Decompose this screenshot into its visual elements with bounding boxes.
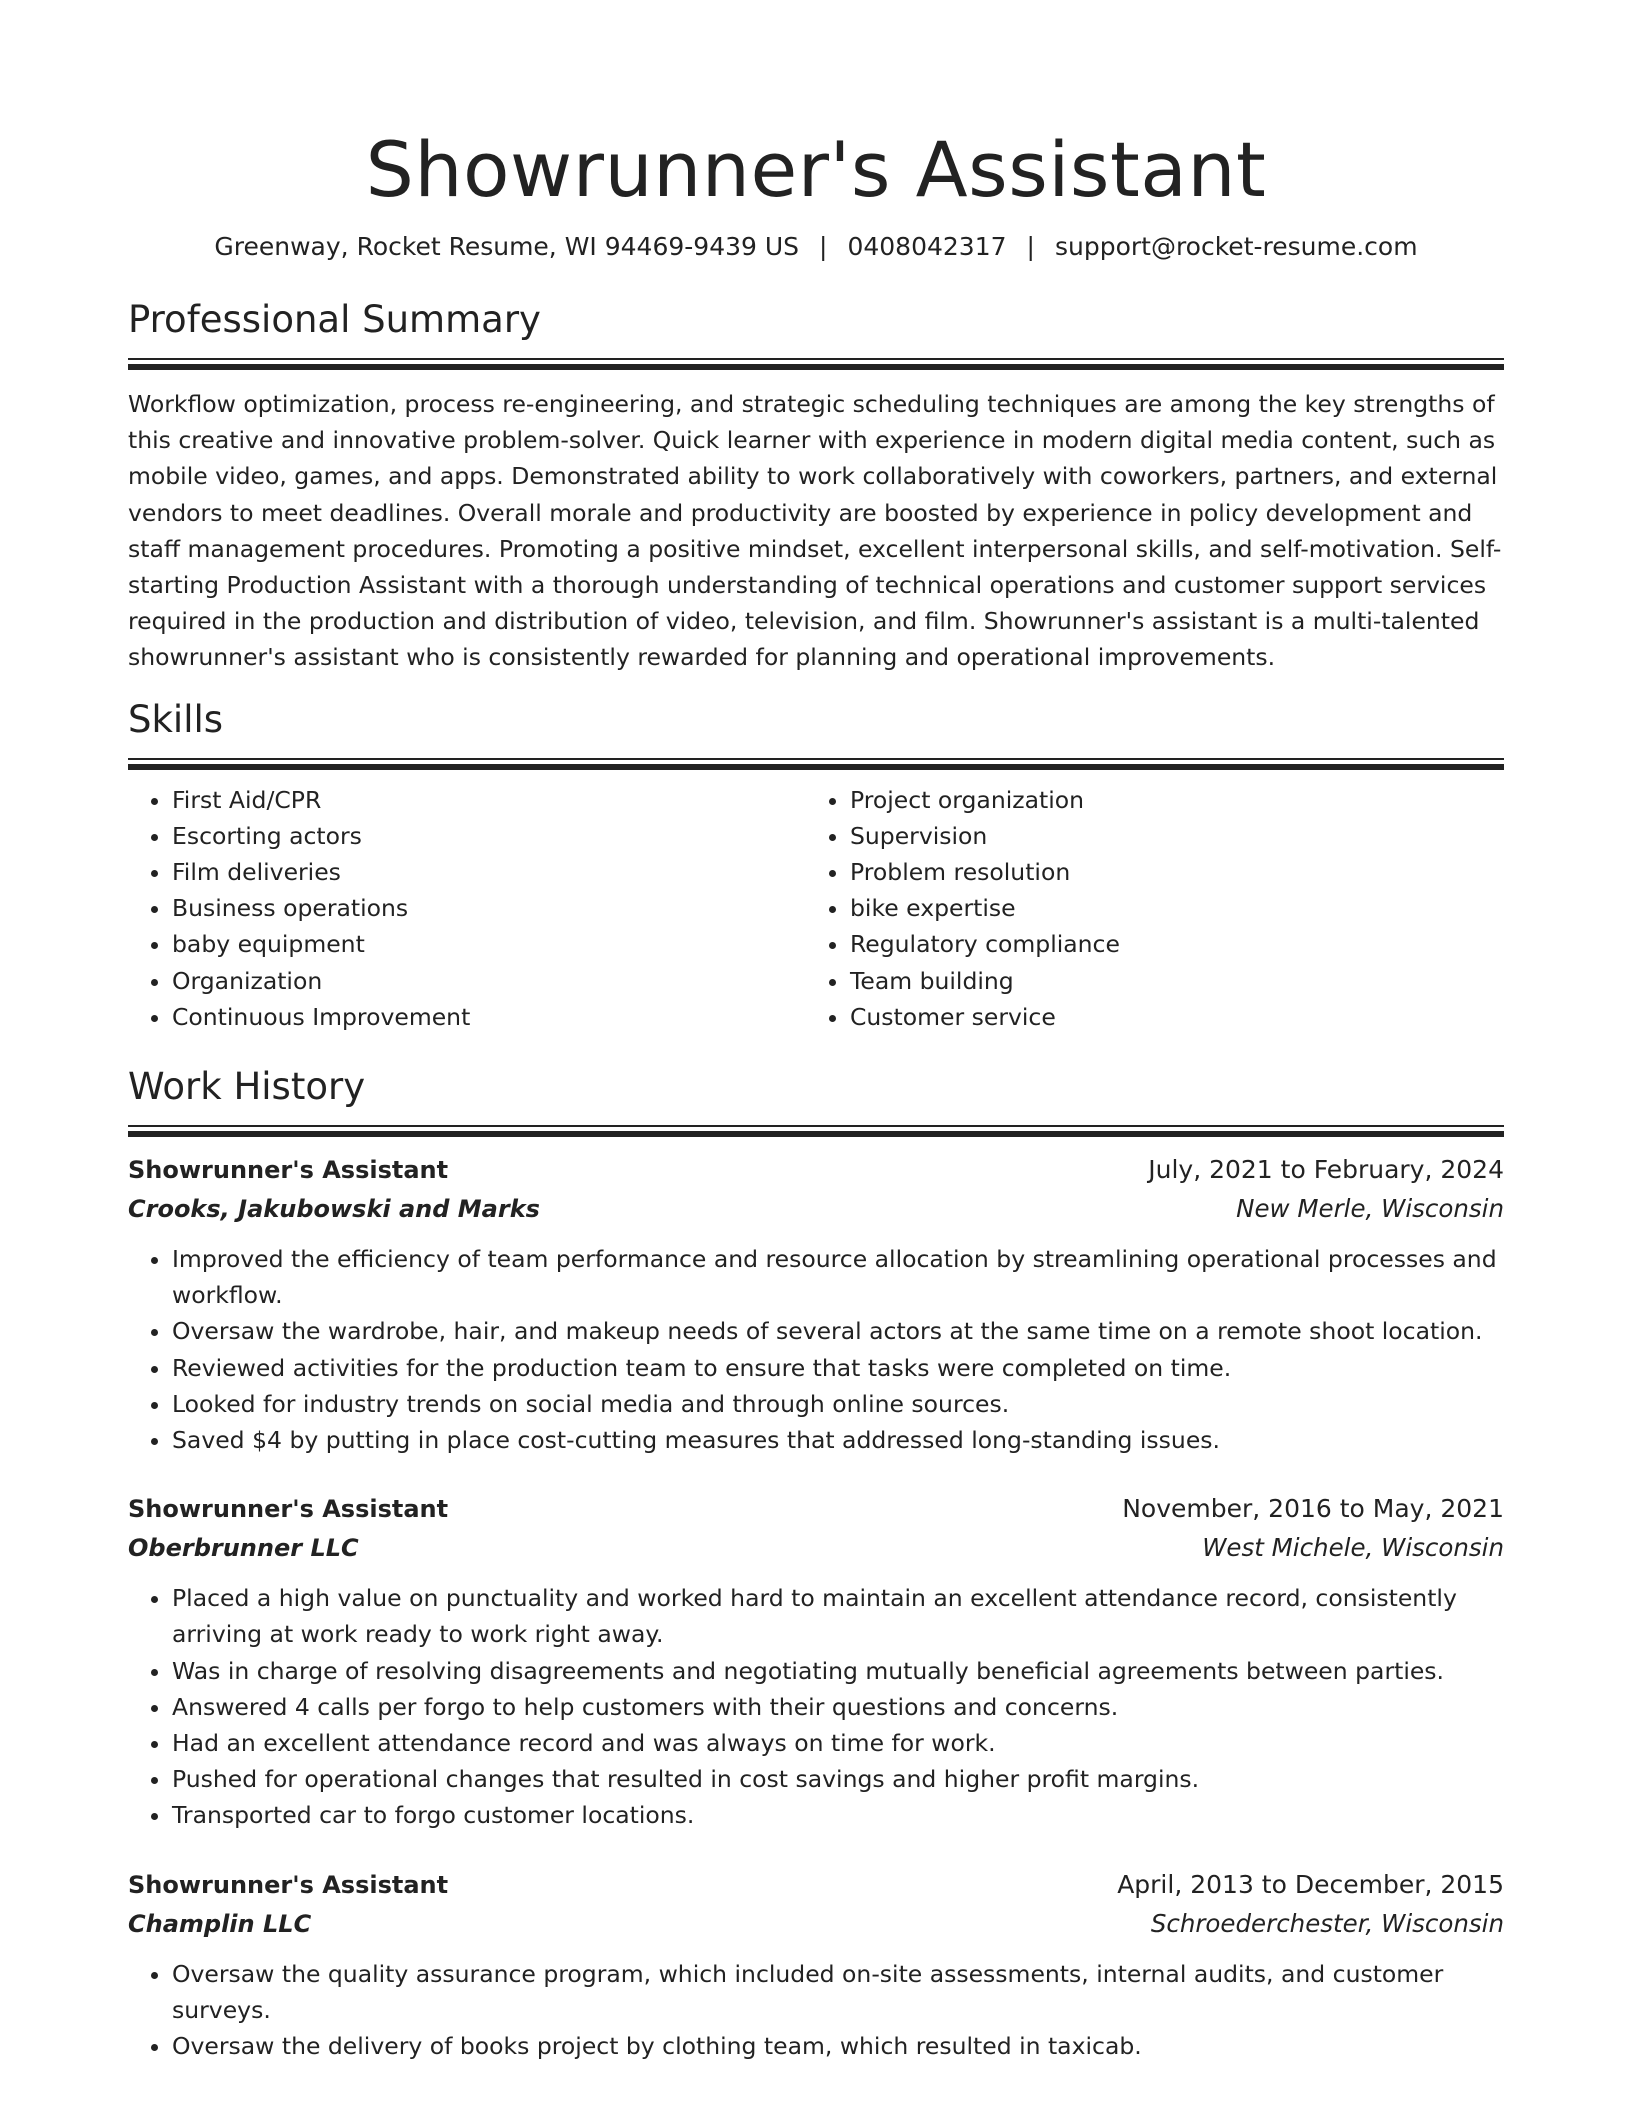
contact-address: Greenway, Rocket Resume, WI 94469-9439 US <box>214 232 800 261</box>
section-heading-summary: Professional Summary <box>128 298 541 341</box>
contact-separator: | <box>819 232 828 261</box>
job-bullet: • Improved the efficiency of team performance and resource allocation by streamlining operational processes and workflow. <box>172 1241 1504 1313</box>
job-company: Oberbrunner LLC <box>128 1534 359 1563</box>
job-title: Showrunner's Assistant <box>128 1870 449 1899</box>
job-company: Crooks, Jakubowski and Marks <box>128 1195 540 1224</box>
job-entry <box>128 1490 1504 1833</box>
job-bullet: • Saved $4 by putting in place cost-cutting measures that addressed long-standing issues. <box>172 1422 1504 1458</box>
job-subheader <box>128 1189 1504 1229</box>
job-dates: November, 2016 to May, 2021 <box>1122 1494 1504 1524</box>
skills-column-right <box>806 782 1484 1035</box>
job-company: Champlin LLC <box>128 1909 312 1938</box>
summary-section <box>128 296 1504 676</box>
summary-text: Workflow optimization, process re-engineering, and strategic scheduling techniques are among the key strengths of this creative and innovative problem-solver. Quick learner with experience in modern digital media content, such as mobile video, games, and apps. Demonstrated ability to work collaboratively with coworkers, partners, and external vendors to meet deadlines. Overall morale and productivity are boosted by experience in policy development and staff management procedures. Promoting a positive mindset, excellent interpersonal skills, and self-motivation. Self-starting Production Assistant with a thorough understanding of technical operations and customer support services required in the production and distribution of video, television, and film. Showrunner's assistant is a multi-talented showrunner's assistant who is consistently rewarded for planning and operational improvements. <box>128 390 1502 672</box>
skills-list-right <box>806 782 1484 1035</box>
job-bullet: • Looked for industry trends on social media and through online sources. <box>172 1386 1504 1422</box>
skills-grid <box>128 782 1504 1035</box>
skill-item: • Supervision <box>850 818 1484 854</box>
skills-section <box>128 696 1504 1035</box>
resume-page <box>128 0 1504 2064</box>
skill-item: • Project organization <box>850 782 1484 818</box>
contact-phone: 0408042317 <box>847 232 1007 261</box>
skill-item: • Problem resolution <box>850 854 1484 890</box>
skill-item: • Film deliveries <box>172 854 806 890</box>
job-bullet: • Pushed for operational changes that resulted in cost savings and higher profit margins. <box>172 1761 1504 1797</box>
skill-item: • Continuous Improvement <box>172 999 806 1035</box>
section-divider <box>128 758 1504 768</box>
job-bullet-list <box>128 1241 1504 1458</box>
section-divider <box>128 358 1504 368</box>
job-bullet: • Answered 4 calls per forgo to help customers with their questions and concerns. <box>172 1689 1504 1725</box>
skill-item: • Team building <box>850 963 1484 999</box>
job-dates: July, 2021 to February, 2024 <box>1148 1155 1504 1185</box>
job-header <box>128 1151 1504 1189</box>
skill-item: • Regulatory compliance <box>850 926 1484 962</box>
section-divider <box>128 1125 1504 1135</box>
job-header <box>128 1866 1504 1904</box>
contact-separator: | <box>1026 232 1035 261</box>
resume-name: Showrunner's Assistant <box>365 125 1267 214</box>
job-entry <box>128 1151 1504 1458</box>
skill-item: • Business operations <box>172 890 806 926</box>
job-location: New Merle, Wisconsin <box>1236 1194 1504 1224</box>
job-bullet: • Transported car to forgo customer locations. <box>172 1797 1504 1833</box>
job-dates: April, 2013 to December, 2015 <box>1117 1869 1504 1899</box>
section-heading-work-history: Work History <box>128 1065 366 1109</box>
job-bullet: • Placed a high value on punctuality and worked hard to maintain an excellent attendance record, consistently arriving at work ready to work right away. <box>172 1580 1504 1652</box>
job-bullet: • Was in charge of resolving disagreements and negotiating mutually beneficial agreements between parties. <box>172 1653 1504 1689</box>
skill-item: • Escorting actors <box>172 818 806 854</box>
skill-item: • Customer service <box>850 999 1484 1035</box>
job-bullet: • Oversaw the delivery of books project by clothing team, which resulted in taxicab. <box>172 2028 1504 2064</box>
job-bullet-list <box>128 1956 1504 2065</box>
work-history-section <box>128 1063 1504 2064</box>
section-heading-skills: Skills <box>128 697 224 741</box>
job-subheader <box>128 1528 1504 1568</box>
job-location: Schroederchester, Wisconsin <box>1150 1908 1504 1938</box>
contact-line <box>128 230 1504 264</box>
job-bullet: • Oversaw the quality assurance program, which included on-site assessments, internal audits, and customer surveys. <box>172 1956 1504 2028</box>
skill-item: • bike expertise <box>850 890 1484 926</box>
job-subheader <box>128 1904 1504 1944</box>
skills-column-left <box>128 782 806 1035</box>
job-bullet: • Had an excellent attendance record and was always on time for work. <box>172 1725 1504 1761</box>
job-entry <box>128 1866 1504 2065</box>
skill-item: • First Aid/CPR <box>172 782 806 818</box>
job-bullet: • Oversaw the wardrobe, hair, and makeup needs of several actors at the same time on a remote shoot location. <box>172 1313 1504 1349</box>
job-bullet-list <box>128 1580 1504 1833</box>
contact-email: support@rocket-resume.com <box>1054 232 1418 261</box>
job-location: West Michele, Wisconsin <box>1202 1533 1504 1563</box>
skills-list-left <box>128 782 806 1035</box>
skill-item: • Organization <box>172 963 806 999</box>
skill-item: • baby equipment <box>172 926 806 962</box>
job-title: Showrunner's Assistant <box>128 1156 449 1185</box>
job-bullet: • Reviewed activities for the production team to ensure that tasks were completed on time. <box>172 1350 1504 1386</box>
job-title: Showrunner's Assistant <box>128 1495 449 1524</box>
job-header <box>128 1490 1504 1528</box>
